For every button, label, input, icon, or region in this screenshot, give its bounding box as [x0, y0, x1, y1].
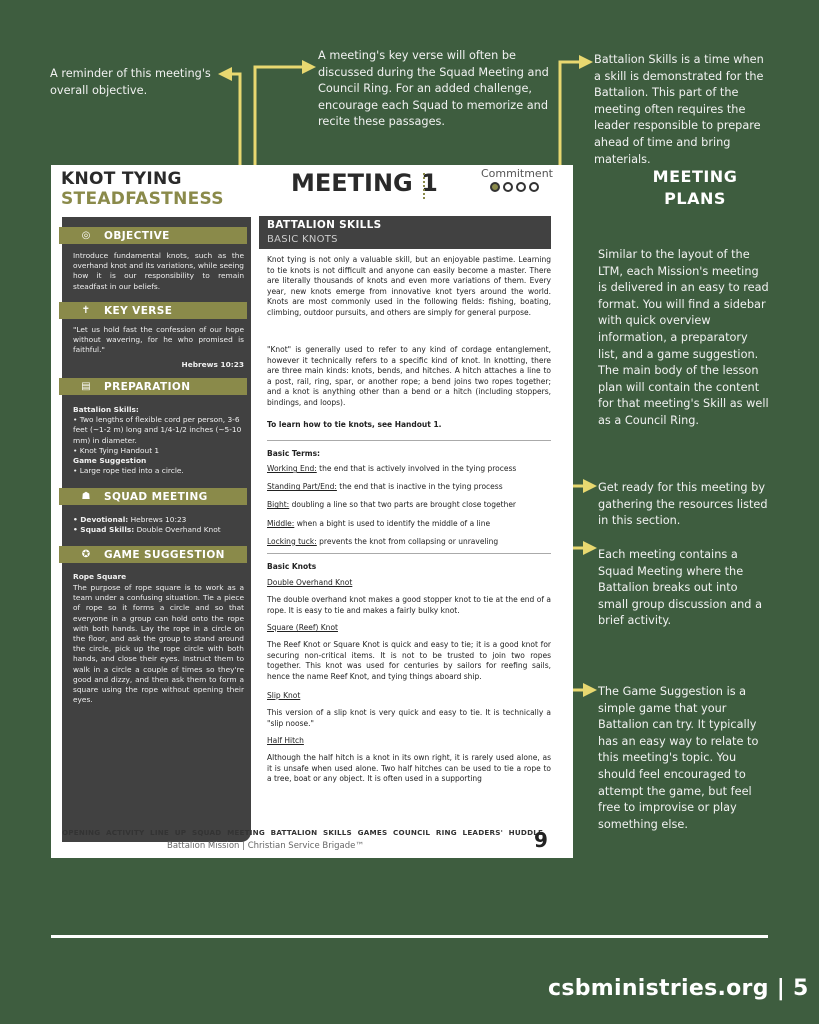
site-footer: csbministries.org | 5	[548, 976, 809, 1001]
squad-meeting-annotation: Each meeting contains a Squad Meeting where the Battalion breaks out into small group discussion and a brief activity.	[598, 548, 762, 628]
knot-title: Slip Knot	[267, 691, 301, 700]
game-title: Rope Square	[73, 572, 127, 581]
squad-devotional: • Devotional: Hebrews 10:23	[73, 515, 187, 524]
footer-navigation: OPENING ACTIVITY LINE UP SQUAD MEETING BATTALION SKILLS GAMES COUNCIL RING LEADERS' HUDDLE	[62, 828, 544, 837]
prep-item: • Knot Tying Handout 1	[73, 445, 160, 455]
squad-meeting-list	[73, 515, 244, 535]
commitment-rating	[490, 182, 539, 192]
key-verse-label: KEY VERSE	[104, 304, 173, 317]
commitment-dot-filled	[490, 182, 500, 192]
intro-paragraph: Knot tying is not only a valuable skill, but an enjoyable pastime. Learning to tie knots is not difficult and anyone can easily become a master. There are literally thousands of knots and even more variations of them. Every year, new knots emerge from innovative knot tyers around the world. Knots are most commonly used in the following fields: fishing, boating, climbing, outdoor pursuits, and others are simply for general purpose.	[267, 255, 551, 317]
key-verse-ref: Hebrews 10:23	[181, 360, 244, 369]
meeting-title: MEETING 1	[291, 169, 438, 197]
objective-annotation: A reminder of this meeting's overall objective.	[50, 67, 211, 97]
footer-subtitle: Battalion Mission | Christian Service Brigade™	[167, 841, 364, 851]
battalion-skills-header	[259, 216, 551, 249]
prep-item: • Large rope tied into a circle.	[73, 466, 184, 476]
preparation-list	[73, 405, 244, 476]
preparation-annotation: Get ready for this meeting by gathering the resources listed in this section.	[598, 481, 768, 528]
knot-definition-paragraph: "Knot" is generally used to refer to any kind of cordage entanglement, however it technically refers to a specific kind of knot. In knotting, there are three main kinds: knots, bends, and hitches. A hitch attaches a line to a post, rail, ring, spar, or another rope; a bend joins two ropes together; and a knot is anything other than a bend or a hitch (including stoppers, bindings, and loops).	[267, 345, 551, 407]
term-item: Standing Part/End: the end that is inactive in the tying process	[267, 482, 503, 492]
commitment-dot	[529, 182, 539, 192]
term-item: Locking tuck: prevents the knot from collapsing or unraveling	[267, 536, 499, 546]
prep-item: • Two lengths of flexible cord per person, 3-6 feet (~1-2 m) long and 1/4-1/2 inches (~5-10 mm) in diameter.	[73, 415, 242, 445]
commitment-dot	[503, 182, 513, 192]
prep-heading: Game Suggestion	[73, 456, 147, 466]
lesson-theme: STEADFASTNESS	[61, 189, 224, 209]
title-divider	[423, 173, 427, 199]
lesson-title: KNOT TYING	[61, 169, 182, 189]
objective-bar	[59, 227, 247, 244]
knot-title: Half Hitch	[267, 736, 304, 745]
prep-heading: Battalion Skills:	[73, 405, 139, 414]
sidebar	[62, 217, 251, 842]
section-title: BATTALION SKILLS	[267, 219, 382, 231]
clipboard-icon: ▤	[81, 381, 91, 392]
squad-meeting-label: SQUAD MEETING	[104, 490, 208, 503]
knot-description: This version of a slip knot is very quick and easy to tie. It is technically a "slip noose."	[267, 708, 551, 728]
preparation-label: PREPARATION	[104, 380, 191, 393]
knot-title: Square (Reef) Knot	[267, 623, 338, 632]
commitment-label: Commitment	[481, 167, 553, 180]
running-icon: ✪	[81, 549, 91, 560]
meeting-plans-heading: MEETING PLANS	[652, 167, 738, 208]
commitment-dot	[516, 182, 526, 192]
game-suggestion-bar	[59, 546, 247, 563]
squad-skills: • Squad Skills: Double Overhand Knot	[73, 525, 221, 535]
squad-meeting-bar	[59, 488, 247, 505]
group-icon: ☗	[81, 491, 91, 502]
terms-heading: Basic Terms:	[267, 449, 321, 458]
key-verse-text: "Let us hold fast the confession of our hope without wavering, for he who promised is faithful."	[73, 325, 244, 355]
knot-description: Although the half hitch is a knot in its own right, it is rarely used alone, as it is unsafe when used alone. Two half hitches can be used to tie a rope to a tree, boat or any object. It is often used in a supporting	[267, 753, 551, 784]
term-item: Middle: when a bight is used to identify the middle of a line	[267, 518, 491, 528]
term-item: Working End: the end that is actively involved in the tying process	[267, 464, 517, 473]
layout-annotation: Similar to the layout of the LTM, each Mission's meeting is delivered in an easy to read format. You will find a sidebar with quick overview information, a preparatory list, and a game suggestion. The main body of the lesson plan will contain the content for that meeting's Skill as well as a Council Ring.	[598, 248, 769, 427]
objective-text: Introduce fundamental knots, such as the overhand knot and its variations, while seeing how it is our responsibility to remain steadfast in our beliefs.	[73, 251, 244, 291]
knot-title: Double Overhand Knot	[267, 578, 353, 587]
bottom-rule	[51, 935, 768, 938]
battalion-skills-annotation: Battalion Skills is a time when a skill is demonstrated for the Battalion. This part of the meeting often requires the leader responsible to prepare ahead of time and bring materials.	[594, 53, 764, 166]
game-annotation: The Game Suggestion is a simple game that your Battalion can try. It typically has an easy way to relate to this meeting's topic. You should feel encouraged to attempt the game, but feel free to improvise or play something else.	[598, 685, 759, 831]
bible-icon: ✝	[81, 305, 91, 316]
page-number: 9	[534, 828, 548, 852]
game-text: The purpose of rope square is to work as a team under a confusing situation. Tie a piece of rope so it forms a circle and so that everyone in a group can hold onto the rope with both hands. Lay the rope in a circle on the floor, and ask the group to stand around the circle, pick up the rope circle with both hands, and close their eyes. Instruct them to walk in a circle a couple of times so they're good and dizzy, and then ask them to form a square using the rope without opening their eyes.	[73, 583, 244, 705]
terms-list	[267, 464, 551, 547]
key-verse-bar	[59, 302, 247, 319]
handout-note: To learn how to tie knots, see Handout 1.	[267, 420, 442, 429]
knot-description: The Reef Knot or Square Knot is quick and easy to tie; it is a good knot for securing non-critical items. It is not to be trusted to join two ropes together. This knot was used for centuries by sailors for reefing sails, hence the name Reef Knot, and tying things aboard ship.	[267, 640, 551, 681]
key-verse-annotation: A meeting's key verse will often be discussed during the Squad Meeting and Council Ring. For an added challenge, encourage each Squad to memorize and recite these passages.	[318, 49, 549, 129]
knots-heading: Basic Knots	[267, 562, 317, 571]
objective-label: OBJECTIVE	[104, 229, 170, 242]
knot-description: The double overhand knot makes a good stopper knot to tie at the end of a rope. It is easy to tie and makes a fairly bulky knot.	[267, 595, 551, 615]
game-suggestion-label: GAME SUGGESTION	[104, 548, 225, 561]
divider	[267, 440, 551, 441]
divider	[267, 553, 551, 554]
term-item: Bight: doubling a line so that two parts are brought close together	[267, 500, 517, 510]
lesson-page	[51, 165, 573, 858]
target-icon: ◎	[81, 230, 91, 241]
section-subtitle: BASIC KNOTS	[267, 234, 338, 245]
preparation-bar	[59, 378, 247, 395]
